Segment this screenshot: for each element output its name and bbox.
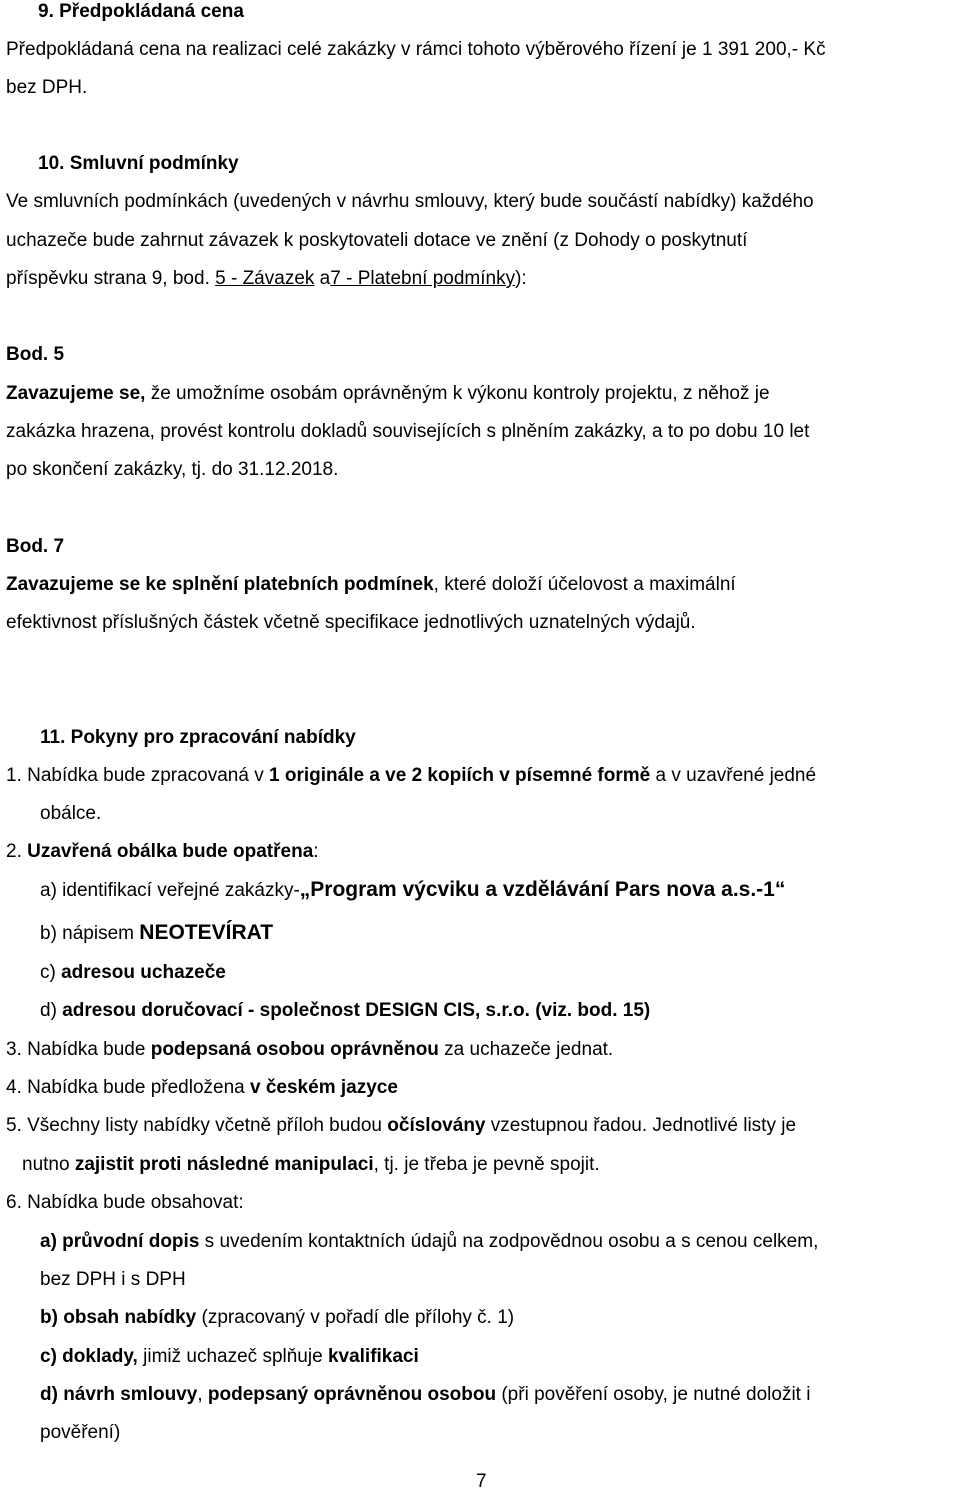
content-item-b-text: (zpracovaný v pořadí dle přílohy č. 1): [196, 1307, 515, 1328]
instruction-5-text: 5. Všechny listy nabídky včetně příloh budou: [6, 1115, 388, 1136]
section-9-text-line-2: bez DPH.: [6, 77, 88, 98]
instruction-4: [6, 1076, 398, 1100]
bod-5-text-line-2: zakázka hrazena, provést kontrolu dokladů souvisejících s plněním zakázky, a to po dobu 10 let: [6, 421, 810, 442]
content-item-b: [40, 1306, 514, 1330]
instruction-4-text: 4. Nabídka bude předložena: [6, 1077, 251, 1098]
envelope-item-c: [40, 961, 226, 985]
envelope-item-c-letter: c): [40, 962, 62, 983]
content-item-a-text: s uvedením kontaktních údajů na zodpovědnou osobu a s cenou celkem,: [199, 1231, 819, 1252]
content-item-d-text: (při pověření osoby, je nutné doložit i: [496, 1384, 811, 1405]
bod-7-reference: 7 - Platební podmínky: [330, 268, 516, 289]
bod-5-text-line-3: po skončení zakázky, tj. do 31.12.2018.: [6, 459, 339, 480]
bod-5-bold-lead: Zavazujeme se,: [6, 383, 146, 404]
envelope-item-b: [40, 921, 273, 946]
instruction-3-tail: za uchazeče jednat.: [438, 1039, 614, 1060]
content-item-d-bold: d) návrh smlouvy: [40, 1384, 198, 1405]
instruction-2-bold: Uzavřená obálka bude opatřena: [27, 841, 314, 862]
page-number: 7: [476, 1471, 487, 1492]
bod-5-text-line-1: [6, 382, 770, 406]
instruction-1: [6, 764, 816, 788]
instruction-1-bold: 1 originále a ve 2 kopiích v písemné formě: [269, 765, 651, 786]
section-10-text-line-2: uchazeče bude zahrnut závazek k poskytovateli dotace ve znění (z Dohody o poskytnutí: [6, 230, 748, 251]
do-not-open-label: NEOTEVÍRAT: [139, 921, 274, 944]
section-9-text-line-1: Předpokládaná cena na realizaci celé zakázky v rámci tohoto výběrového řízení je 1 391 200,- Kč: [6, 39, 826, 60]
section-10-conjunction: a: [314, 268, 331, 289]
content-item-a-bold: a) průvodní dopis: [40, 1231, 200, 1252]
instruction-5-tail: vzestupnou řadou. Jednotlivé listy je: [485, 1115, 797, 1136]
content-item-c-bold-tail: kvalifikaci: [327, 1346, 419, 1367]
bod-7-text-line-1: [6, 573, 736, 597]
content-item-c-text: jimiž uchazeč splňuje: [137, 1346, 328, 1367]
bod-5-text: že umožníme osobám oprávněným k výkonu kontroly projektu, z něhož je: [145, 383, 770, 404]
instruction-3: [6, 1038, 613, 1062]
content-item-a: [40, 1230, 818, 1254]
instruction-5-cont-bold: zajistit proti následné manipulaci: [74, 1154, 374, 1175]
instruction-3-bold: podepsaná osobou oprávněnou: [150, 1039, 439, 1060]
content-item-c: [40, 1345, 419, 1369]
section-10-ref-suffix: ):: [515, 268, 527, 289]
instruction-1-continuation: obálce.: [40, 803, 102, 824]
instruction-1-tail: a v uzavřené jedné: [650, 765, 817, 786]
content-item-d-comma: ,: [197, 1384, 208, 1405]
instruction-5-continuation: [22, 1153, 600, 1177]
content-item-c-bold: c) doklady,: [40, 1346, 138, 1367]
bod-5-reference: 5 - Závazek: [215, 268, 315, 289]
section-9-heading: 9. Předpokládaná cena: [38, 1, 244, 22]
envelope-item-b-text: b) nápisem: [40, 923, 140, 944]
content-item-d-continuation: pověření): [40, 1422, 121, 1443]
instruction-5: [6, 1114, 796, 1138]
content-item-b-bold: b) obsah nabídky: [40, 1307, 197, 1328]
envelope-item-c-bold: adresou uchazeče: [61, 962, 226, 983]
instruction-1-text: 1. Nabídka bude zpracovaná v: [6, 765, 270, 786]
section-11-heading: 11. Pokyny pro zpracování nabídky: [40, 727, 356, 748]
tender-name-closing-quote: “: [774, 878, 786, 901]
instruction-2: [6, 840, 319, 864]
section-10-heading: 10. Smluvní podmínky: [38, 153, 239, 174]
instruction-2-colon: :: [313, 841, 319, 862]
envelope-item-d-letter: d): [40, 1000, 63, 1021]
section-10-text-line-3: [6, 267, 527, 291]
instruction-5-bold: očíslovány: [387, 1115, 486, 1136]
bod-7-heading: Bod. 7: [6, 536, 65, 557]
tender-name: „Program výcviku a vzdělávání Pars nova a.s.-1: [299, 878, 775, 901]
section-10-text-line-1: Ve smluvních podmínkách (uvedených v návrhu smlouvy, který bude součástí nabídky) každého: [6, 191, 814, 212]
instruction-2-number: 2.: [6, 841, 28, 862]
bod-7-text: , které doloží účelovost a maximální: [433, 574, 736, 595]
envelope-item-a: [40, 878, 785, 903]
instruction-3-text: 3. Nabídka bude: [6, 1039, 151, 1060]
content-item-d-bold-2: podepsaný oprávněnou osobou: [207, 1384, 497, 1405]
section-10-ref-prefix: příspěvku strana 9, bod.: [6, 268, 216, 289]
content-item-a-continuation: bez DPH i s DPH: [40, 1269, 186, 1290]
envelope-item-d-bold: adresou doručovací - společnost DESIGN CIS, s.r.o. (viz. bod. 15): [62, 1000, 651, 1021]
instruction-5-cont-tail: , tj. je třeba je pevně spojit.: [373, 1154, 600, 1175]
envelope-item-d: [40, 999, 650, 1023]
envelope-item-a-text: a) identifikací veřejné zakázky-: [40, 880, 300, 901]
bod-7-text-line-2: efektivnost příslušných částek včetně specifikace jednotlivých uznatelných výdajů.: [6, 612, 696, 633]
instruction-6: 6. Nabídka bude obsahovat:: [6, 1192, 244, 1213]
bod-5-heading: Bod. 5: [6, 344, 65, 365]
bod-7-bold-lead: Zavazujeme se ke splnění platebních podmínek: [6, 574, 434, 595]
instruction-4-bold: v českém jazyce: [250, 1077, 398, 1098]
instruction-5-cont-text: nutno: [22, 1154, 75, 1175]
content-item-d: [40, 1383, 810, 1407]
